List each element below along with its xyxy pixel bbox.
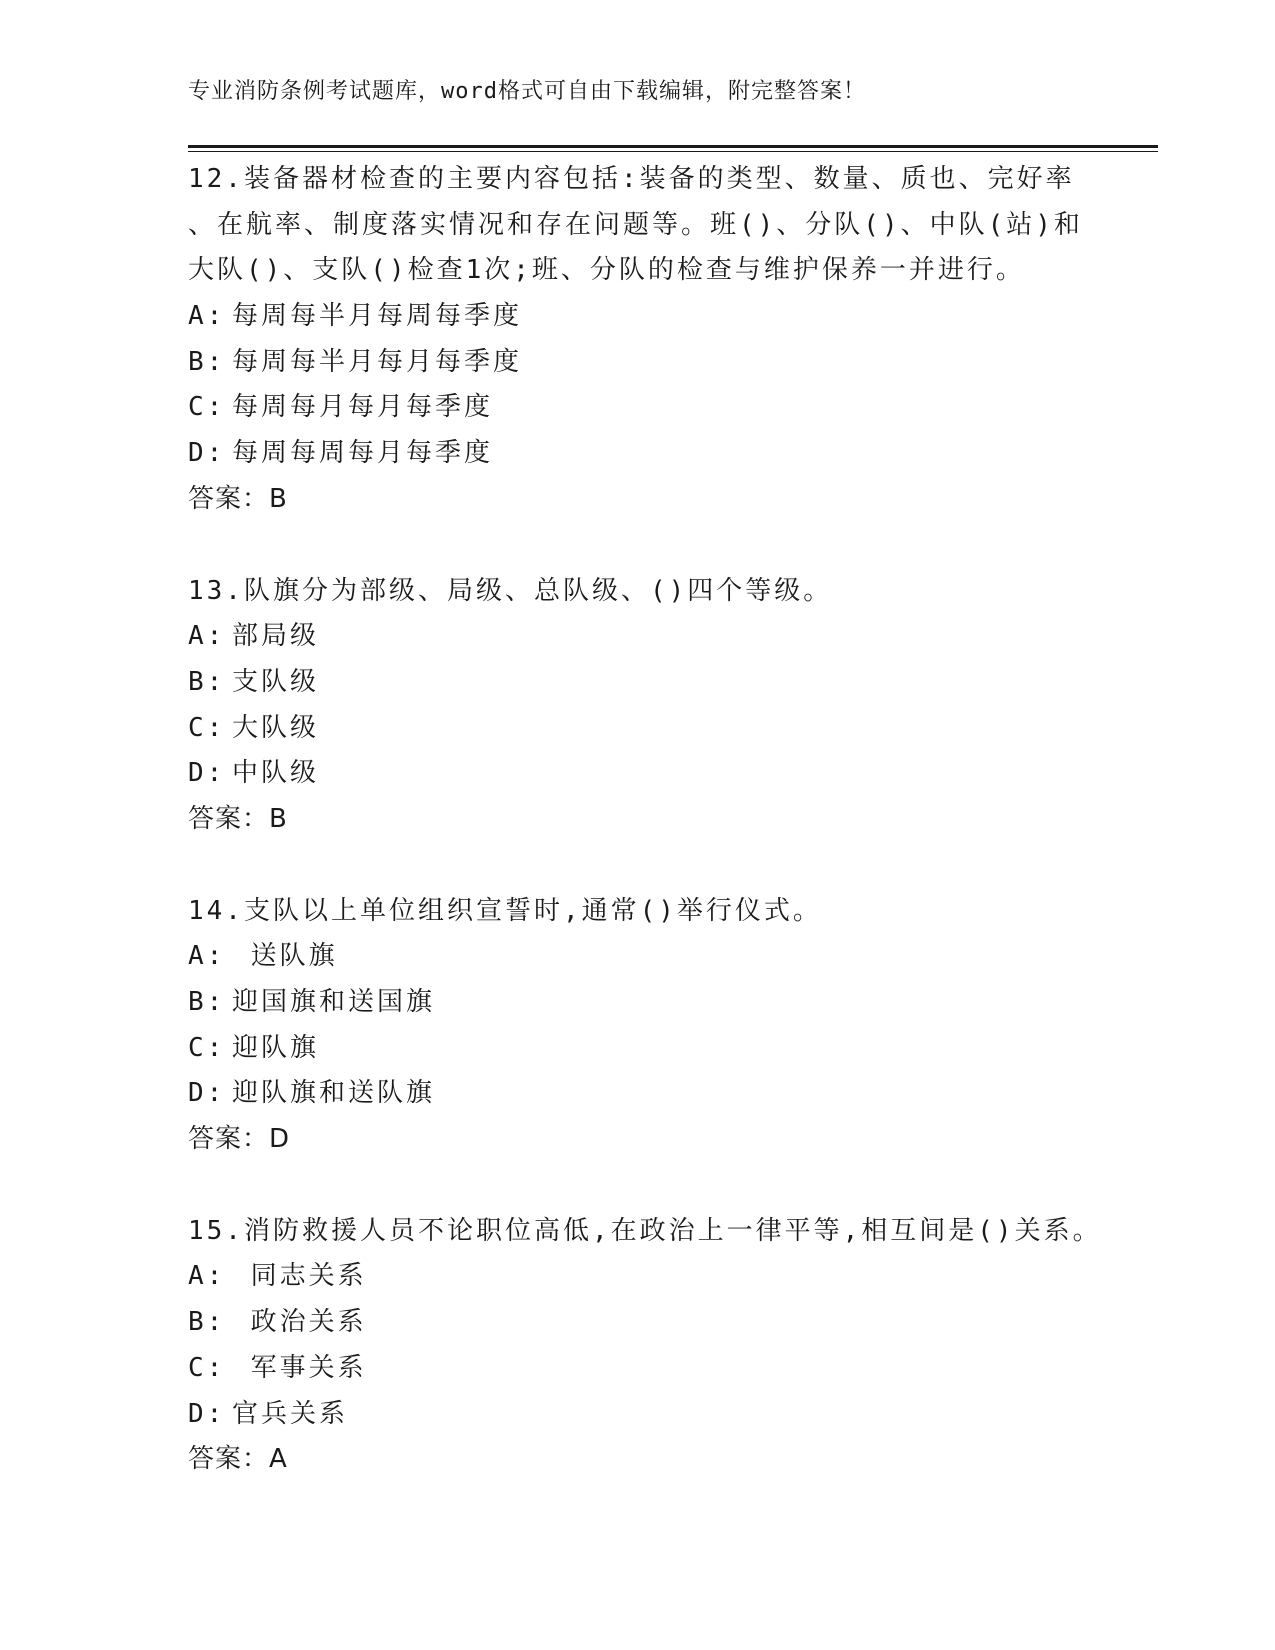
- option-label: C:: [188, 1352, 226, 1383]
- option-c: [188, 1026, 1088, 1072]
- option-text: 每周每月每月每季度: [232, 392, 494, 423]
- option-text: 迎队旗和送队旗: [232, 1078, 436, 1109]
- option-b: [188, 660, 1088, 706]
- option-label: B:: [188, 346, 226, 377]
- option-text: 每周每周每月每季度: [232, 438, 494, 469]
- option-c: [188, 706, 1088, 752]
- answer: 答案：A: [188, 1444, 288, 1475]
- question-stem-line: 15.消防救援人员不论职位高低,在政治上一律平等,相互间是()关系。: [188, 1215, 1102, 1246]
- option-text: 支队级: [232, 666, 320, 697]
- option-text: 政治关系: [232, 1307, 367, 1338]
- option-a: [188, 294, 1088, 340]
- option-text: 大队级: [232, 712, 320, 743]
- option-c: [188, 1346, 1088, 1392]
- question-stem-line: 12.装备器材检查的主要内容包括:装备的类型、数量、质也、完好率: [188, 164, 1075, 194]
- option-label: B:: [188, 987, 226, 1017]
- option-label: A:: [188, 1261, 226, 1292]
- option-text: 送队旗: [232, 941, 338, 972]
- question-stem-line: 13.队旗分为部级、局级、总队级、()四个等级。: [188, 575, 833, 606]
- answer: 答案：D: [188, 1124, 291, 1155]
- option-d: [188, 1071, 1088, 1117]
- option-text: 迎队旗: [232, 1032, 320, 1063]
- answer: 答案：B: [188, 483, 288, 514]
- option-b: [188, 980, 1088, 1026]
- question-12: [188, 157, 1088, 523]
- option-d: [188, 1392, 1088, 1438]
- option-text: 部局级: [232, 621, 320, 652]
- option-label: B:: [188, 1307, 226, 1338]
- option-label: A:: [188, 301, 226, 332]
- answer: 答案：B: [188, 803, 288, 834]
- option-b: [188, 340, 1088, 386]
- option-text: 官兵关系: [232, 1398, 349, 1429]
- option-label: D:: [188, 438, 226, 469]
- option-label: D:: [188, 1398, 226, 1429]
- option-b: [188, 1300, 1088, 1346]
- option-a: [188, 614, 1088, 660]
- option-label: C:: [188, 712, 226, 743]
- header-rule-thick: [188, 145, 1158, 148]
- option-d: [188, 751, 1088, 797]
- question-stem-line: 大队()、支队()检查1次;班、分队的检查与维护保养一并进行。: [188, 255, 1025, 286]
- option-text: 每周每半月每月每季度: [232, 346, 523, 377]
- header-rule-thin: [188, 151, 1158, 152]
- question-list: [188, 157, 1102, 1483]
- option-label: D:: [188, 1078, 226, 1109]
- option-text: 每周每半月每周每季度: [232, 301, 523, 332]
- option-label: C:: [188, 1032, 226, 1063]
- question-14: [188, 889, 1088, 1163]
- option-text: 军事关系: [232, 1352, 367, 1383]
- question-stem-line: 14.支队以上单位组织宣誓时,通常()举行仪式。: [188, 895, 822, 926]
- option-text: 迎国旗和送国旗: [232, 987, 436, 1017]
- option-label: A:: [188, 621, 226, 652]
- option-label: A:: [188, 941, 226, 972]
- option-text: 中队级: [232, 758, 320, 789]
- option-a: [188, 934, 1088, 980]
- question-13: [188, 569, 1088, 843]
- option-c: [188, 385, 1088, 431]
- question-stem-line: 、在航率、制度落实情况和存在问题等。班()、分队()、中队(站)和: [188, 209, 1083, 240]
- option-label: D:: [188, 758, 226, 789]
- option-label: C:: [188, 392, 226, 423]
- question-15: [188, 1209, 1102, 1483]
- page-header: 专业消防条例考试题库，word格式可自由下载编辑，附完整答案！: [188, 79, 866, 104]
- option-label: B:: [188, 666, 226, 697]
- option-text: 同志关系: [232, 1261, 367, 1292]
- option-d: [188, 431, 1088, 477]
- option-a: [188, 1254, 1088, 1300]
